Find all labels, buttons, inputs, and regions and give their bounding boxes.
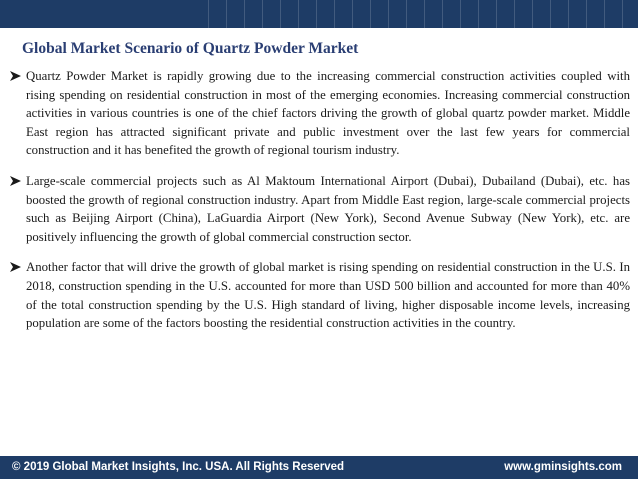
arrow-bullet-icon <box>10 71 21 81</box>
bullet-text: Quartz Powder Market is rapidly growing due to the increasing commercial construction activities coupled with rising spending on residential construction in most of the emerging economies. Increasing commercial construction activities in various countries is one of the chief factors driving the growth of global quartz powder market. Middle East region has attracted significant private and public investment over the last few years for commercial construction and it has benefited the growth of regional tourism industry. <box>26 69 630 158</box>
bullet-item <box>10 172 630 246</box>
bullet-text: Another factor that will drive the growth of global market is rising spending on residential construction in the U.S. In 2018, construction spending in the U.S. accounted for more than USD 500 billion and accounted for more than 40% of the total construction spending by the U.S. High standard of living, higher disposable income levels, increasing population are some of the factors boosting the residential construction activities in the country. <box>26 260 630 331</box>
bullet-item <box>10 258 630 332</box>
arrow-bullet-icon <box>10 176 21 186</box>
arrow-bullet-icon <box>10 262 21 272</box>
bullet-item <box>10 67 630 160</box>
footer-bar <box>0 456 638 479</box>
header-bar <box>0 0 638 28</box>
bullet-text: Large-scale commercial projects such as Al Maktoum International Airport (Dubai), Dubailand (Dubai), etc. has boosted the growth of regional construction industry. Apart from Middle East region, large-scale commercial projects such as Beijing Airport (China), LaGuardia Airport (New York), Second Avenue Subway (New York), etc. are positively influencing the growth of global commercial construction sector. <box>26 173 630 244</box>
header-stripe-pattern <box>208 0 638 28</box>
bullet-list <box>10 67 630 333</box>
footer-copyright: © 2019 Global Market Insights, Inc. USA. All Rights Reserved <box>12 461 345 473</box>
footer-website-link[interactable]: www.gminsights.com <box>504 461 622 473</box>
slide-title: Global Market Scenario of Quartz Powder Market <box>22 40 359 57</box>
